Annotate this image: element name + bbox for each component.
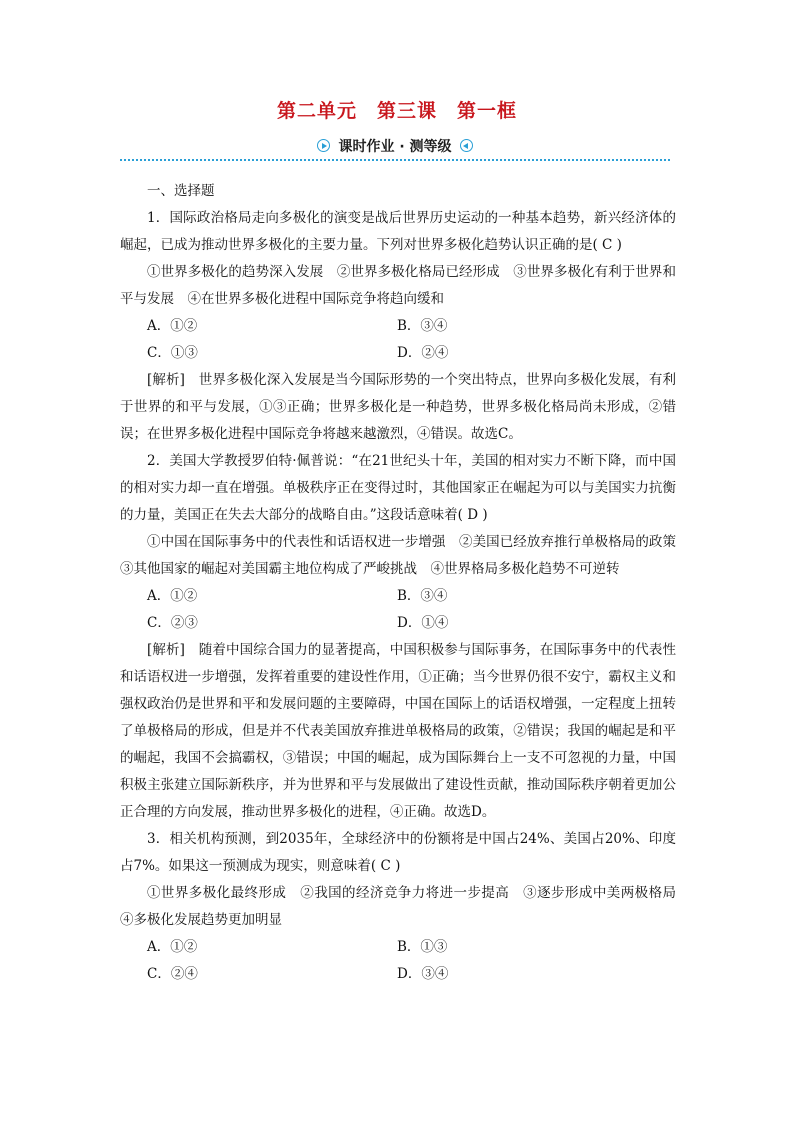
option-c: C．①③ bbox=[147, 345, 198, 361]
option-b: B．①③ bbox=[397, 939, 448, 955]
page-title: 第二单元 第三课 第一框 bbox=[276, 100, 517, 122]
question-2-options-row-2 bbox=[120, 610, 676, 637]
option-b: B．③④ bbox=[397, 588, 448, 604]
option-d: D．②④ bbox=[397, 345, 449, 361]
question-3-items: ①世界多极化最终形成 ②我国的经济竞争力将进一步提高 ③逐步形成中美两极格局 ④多极化发展趋势更加明显 bbox=[120, 885, 690, 928]
option-a: A．①② bbox=[147, 939, 198, 955]
question-1-options-row-1 bbox=[120, 313, 676, 340]
question-2-options-row-1 bbox=[120, 583, 676, 610]
dotted-divider bbox=[120, 159, 670, 161]
subtitle-bar bbox=[120, 136, 670, 158]
question-1-stem: 1．国际政治格局走向多极化的演变是战后世界历史运动的一种基本趋势，新兴经济体的崛起，已成为推动世界多极化的主要力量。下列对世界多极化趋势认识正确的是( C ) bbox=[120, 210, 676, 253]
play-right-icon bbox=[317, 139, 330, 152]
question-2-analysis: [解析] 随着中国综合国力的显著提高，中国积极参与国际事务，在国际事务中的代表性和话语权进一步增强，发挥着重要的建设性作用，①正确；当今世界仍很不安宁，霸权主义和强权政治仍是世界和平和发展问题的主要障碍，中国在国际上的话语权增强，一定程度上扭转了单极格局的形成，但是并不代表美国放弃推进单极格局的政策，②错误；我国的崛起是和平的崛起，我国不会搞霸权，③错误；中国的崛起，成为国际舞台上一支不可忽视的力量，中国积极主张建立国际新秩序，并为世界和平与发展做出了建设性贡献，推动国际秩序朝着更加公正合理的方向发展，推动世界多极化的进程，④正确。故选D。 bbox=[120, 642, 676, 820]
question-3-stem: 3．相关机构预测，到2035年，全球经济中的份额将是中国占24%、美国占20%、印度占7%。如果这一预测成为现实，则意味着( C ) bbox=[120, 831, 676, 874]
subtitle-text: 课时作业 · 测等级 bbox=[338, 139, 452, 155]
question-2-stem: 2．美国大学教授罗伯特·佩普说：“在21世纪头十年，美国的相对实力不断下降，而中国的相对实力却一直在增强。单极秩序正在变得过时，其他国家正在崛起为可以与美国实力抗衡的力量，美国正在失去大部分的战略自由。”这段话意味着( D ) bbox=[120, 453, 676, 523]
option-a: A．①② bbox=[147, 318, 198, 334]
question-2-items: ①中国在国际事务中的代表性和话语权进一步增强 ②美国已经放弃推行单极格局的政策 ③其他国家的崛起对美国霸主地位构成了严峻挑战 ④世界格局多极化趋势不可逆转 bbox=[120, 534, 690, 577]
question-3-options-row-2 bbox=[120, 961, 676, 988]
question-3-options-row-1 bbox=[120, 934, 676, 961]
option-d: D．①④ bbox=[397, 615, 449, 631]
question-1-options-row-2 bbox=[120, 340, 676, 367]
option-b: B．③④ bbox=[397, 318, 448, 334]
option-c: C．②③ bbox=[147, 615, 198, 631]
option-d: D．③④ bbox=[397, 966, 449, 982]
question-1-items: ①世界多极化的趋势深入发展 ②世界多极化格局已经形成 ③世界多极化有利于世界和平与发展 ④在世界多极化进程中国际竞争将趋向缓和 bbox=[120, 264, 676, 307]
subtitle-label-wrap bbox=[307, 136, 484, 158]
content-body bbox=[120, 178, 690, 988]
option-c: C．②④ bbox=[147, 966, 198, 982]
option-a: A．①② bbox=[147, 588, 198, 604]
play-left-icon bbox=[460, 139, 473, 152]
section-heading: 一、选择题 bbox=[147, 183, 215, 199]
question-1-analysis: [解析] 世界多极化深入发展是当今国际形势的一个突出特点，世界向多极化发展，有利于世界的和平与发展，①③正确；世界多极化是一种趋势，世界多极化格局尚未形成，②错误；在世界多极化进程中国际竞争将越来越激烈，④错误。故选C。 bbox=[120, 372, 676, 442]
